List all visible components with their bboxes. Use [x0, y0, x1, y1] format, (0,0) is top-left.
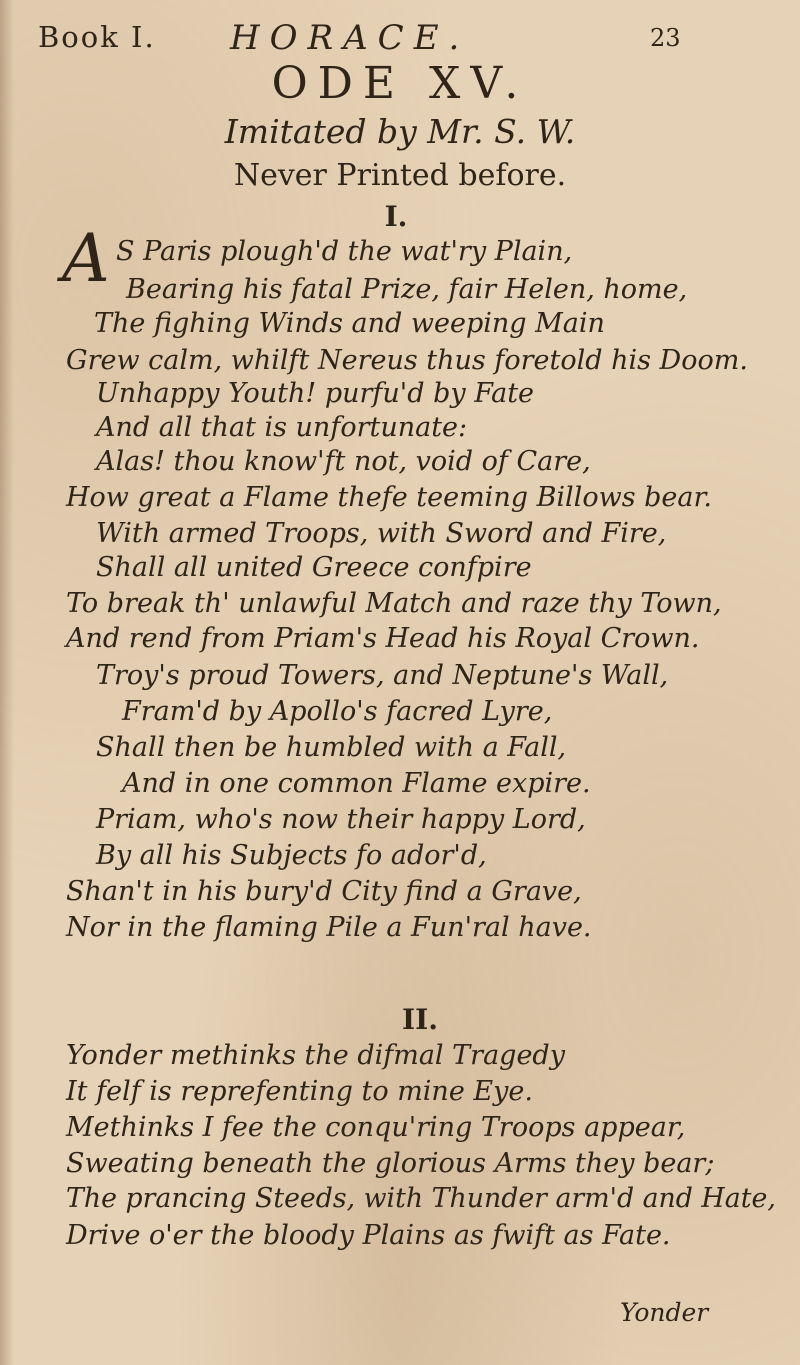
verse-line: And rend from Priam's Head his Royal Crown. — [66, 623, 700, 654]
verse-line: Grew calm, whilft Nereus thus foretold his Doom. — [66, 345, 748, 376]
verse-line: Methinks I fee the conqu'ring Troops appear, — [66, 1112, 686, 1143]
verse-line: Shall all united Greece confpire — [96, 552, 532, 583]
verse-line: Shall then be humbled with a Fall, — [96, 732, 567, 763]
verse-line: The prancing Steeds, with Thunder arm'd and Hate, — [66, 1183, 776, 1214]
verse-line: It felf is reprefenting to mine Eye. — [66, 1076, 533, 1107]
ode-subtitle: Imitated by Mr. S. W. — [224, 112, 576, 151]
verse-line: Unhappy Youth! purfu'd by Fate — [96, 378, 535, 409]
verse-line: And all that is unfortunate: — [96, 412, 468, 443]
verse-line: To break th' unlawful Match and raze thy Town, — [66, 588, 722, 619]
section-numeral: I. — [384, 200, 408, 233]
verse-line: Fram'd by Apollo's facred Lyre, — [122, 696, 553, 727]
verse-line: Bearing his fatal Prize, fair Helen, home, — [126, 274, 688, 305]
running-head — [0, 10, 800, 58]
verse-line: S Paris plough'd the wat'ry Plain, — [116, 236, 573, 267]
verse-line: And in one common Flame expire. — [122, 768, 591, 799]
verse-line: Priam, who's now their happy Lord, — [96, 804, 586, 835]
running-head-title: HORACE. — [230, 18, 470, 58]
verse-line: Yonder methinks the difmal Tragedy — [66, 1040, 565, 1071]
page-number: 23 — [650, 24, 681, 52]
verse-line: Shan't in his bury'd City find a Grave, — [66, 876, 582, 907]
section-numeral: II. — [402, 1003, 438, 1036]
verse-line: By all his Subjects fo ador'd, — [96, 840, 487, 871]
ode-heading: ODE XV. — [271, 58, 529, 109]
verse-line: Drive o'er the bloody Plains as fwift as Fate. — [66, 1220, 671, 1251]
verse-line: Troy's proud Towers, and Neptune's Wall, — [96, 660, 669, 691]
verse-line: With armed Troops, with Sword and Fire, — [96, 518, 667, 549]
verse-line: The fighing Winds and weeping Main — [94, 308, 605, 339]
verse-line: Nor in the flaming Pile a Fun'ral have. — [66, 912, 592, 943]
drop-cap: A — [62, 220, 110, 297]
catchword: Yonder — [620, 1298, 709, 1327]
running-head-book: Book I. — [38, 20, 156, 54]
verse-line: How great a Flame thefe teeming Billows bear. — [66, 482, 713, 513]
verse-line: Alas! thou know'ft not, void of Care, — [96, 446, 591, 477]
ode-note: Never Printed before. — [233, 158, 567, 193]
verse-line: Sweating beneath the glorious Arms they bear; — [66, 1148, 715, 1179]
